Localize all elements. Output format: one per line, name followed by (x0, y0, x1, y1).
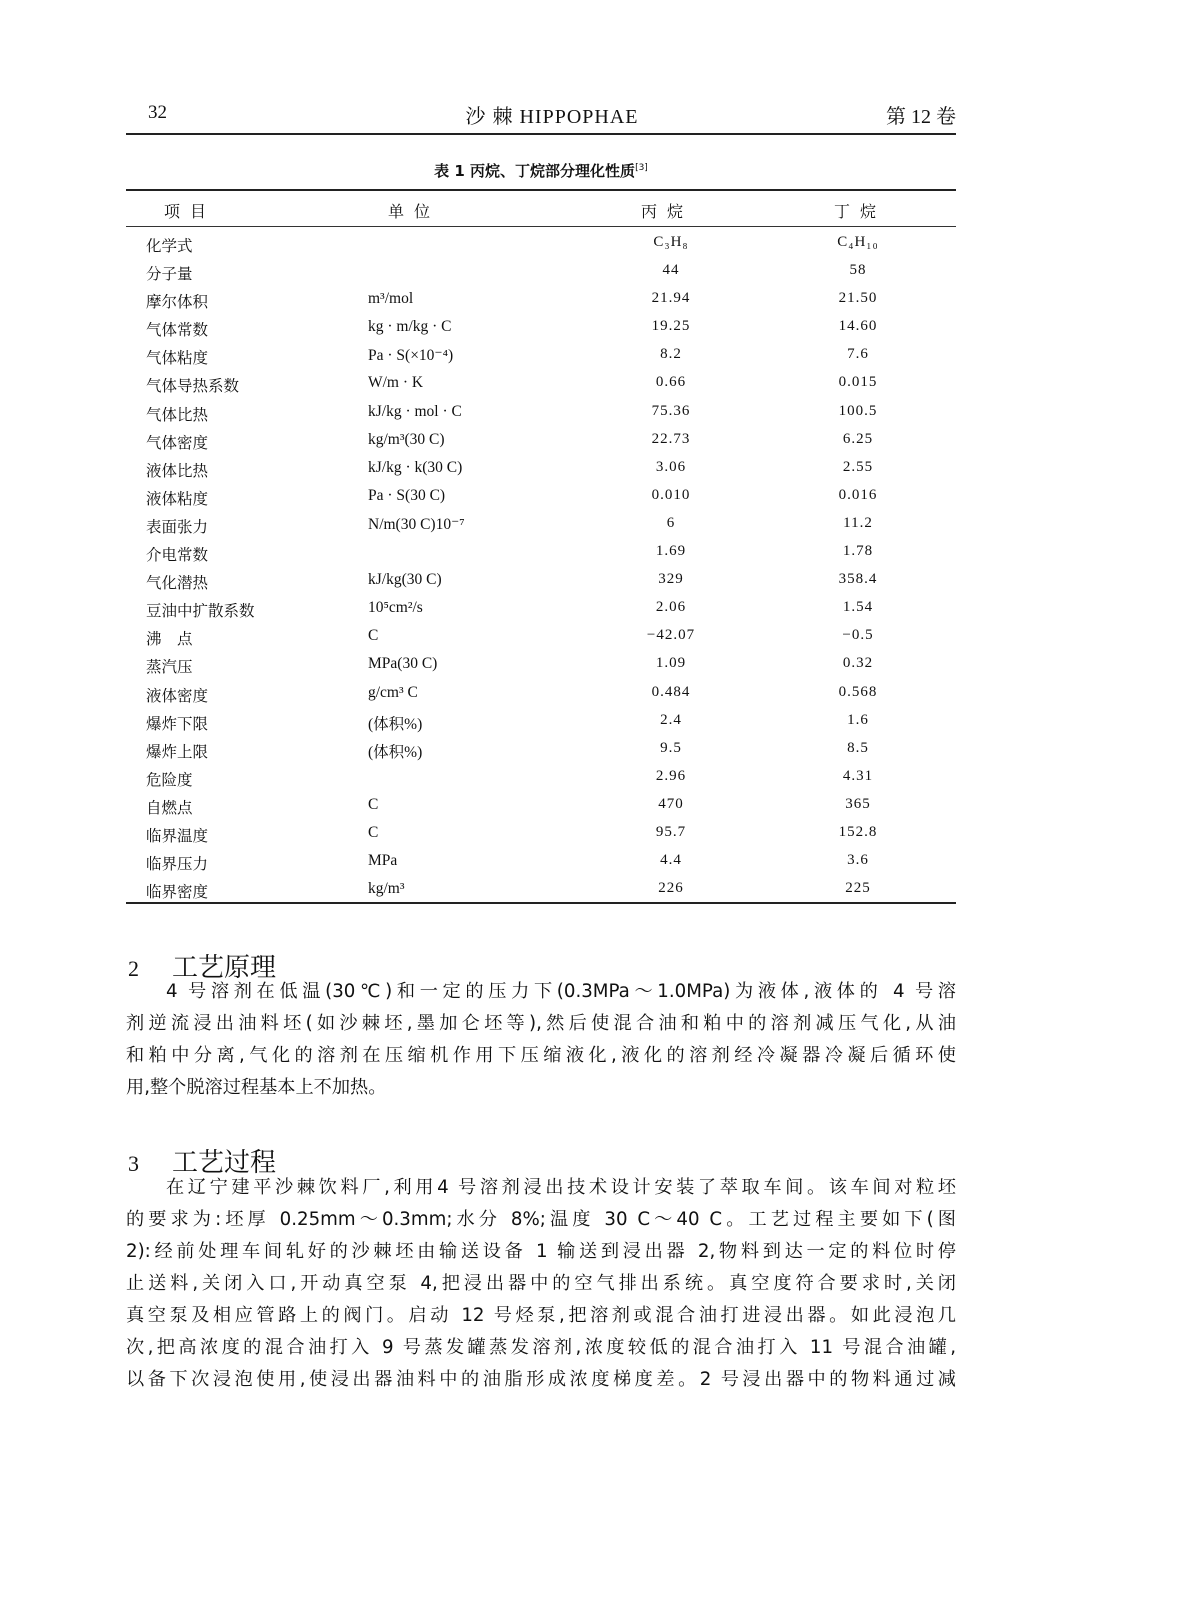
row-item: 液体密度 (146, 686, 209, 705)
row-propane-value: 0.66 (655, 374, 687, 391)
row-butane-value: 2.55 (842, 458, 874, 475)
row-item: 自燃点 (146, 798, 193, 817)
table-row (126, 286, 956, 314)
paragraph-line: 2):经前处理车间轧好的沙棘坯由输送设备 1 输送到浸出器 2,物料到达一定的料位时停 (126, 1241, 956, 1262)
table-header-row (126, 199, 956, 223)
row-butane-value: 6.25 (842, 430, 874, 447)
section-number: 2 (128, 955, 139, 981)
table-row (126, 764, 956, 792)
row-item: 临界压力 (146, 855, 209, 874)
table-row (126, 314, 956, 342)
table-row (126, 848, 956, 876)
paragraph-process (126, 1172, 956, 1396)
row-butane-value: 358.4 (838, 571, 878, 588)
row-unit: kg · m/kg · C (368, 318, 452, 336)
row-propane-value: 2.06 (655, 599, 687, 616)
table-body (126, 230, 956, 904)
paragraph-line: 真空泵及相应管路上的阀门。启动 12 号烃泵,把溶剂或混合油打进浸出器。如此浸泡几 (126, 1305, 956, 1326)
journal-title: 沙 棘 HIPPOPHAE (465, 106, 639, 128)
row-butane-value: C₄H₁₀ (837, 234, 879, 250)
table-row (126, 258, 956, 286)
row-propane-value: 95.7 (655, 823, 687, 840)
table-row (126, 708, 956, 736)
row-butane-value: 0.015 (838, 374, 878, 391)
row-item: 气体粘度 (146, 349, 209, 368)
row-propane-value: 3.06 (655, 458, 687, 475)
row-unit: W/m · K (368, 374, 424, 392)
row-butane-value: 1.54 (842, 599, 874, 616)
running-head (148, 100, 956, 130)
row-propane-value: 19.25 (651, 318, 691, 335)
paragraph-line: 剂逆流浸出油料坯(如沙棘坯,墨加仑坯等),然后使混合油和粕中的溶剂减压气化,从油 (126, 1013, 956, 1034)
section-title: 工艺原理 (172, 952, 277, 983)
row-butane-value: 152.8 (838, 823, 878, 840)
row-unit: kg/m³ (368, 880, 405, 898)
row-unit: MPa(30 C) (368, 655, 438, 673)
row-butane-value: 1.6 (847, 711, 869, 728)
row-propane-value: 21.94 (651, 290, 691, 307)
row-propane-value: 0.010 (651, 486, 691, 503)
table-row (126, 539, 956, 567)
row-unit: Pa · S(30 C) (368, 486, 446, 504)
row-unit: kg/m³(30 C) (368, 430, 445, 448)
paragraph-line: 止送料,关闭入口,开动真空泵 4,把浸出器中的空气排出系统。真空度符合要求时,关闭 (126, 1273, 956, 1294)
table-caption (126, 160, 956, 181)
row-propane-value: 2.96 (655, 767, 687, 784)
row-unit: C (368, 627, 379, 645)
row-propane-value: 1.09 (655, 655, 687, 672)
table-row (126, 483, 956, 511)
row-unit: (体积%) (368, 715, 423, 733)
row-item: 临界温度 (146, 826, 209, 845)
row-unit: 10⁵cm²/s (368, 599, 423, 617)
volume-label: 第 12 卷 (886, 106, 956, 128)
row-butane-value: 14.60 (838, 318, 878, 335)
row-propane-value: 226 (658, 880, 684, 897)
paragraph-line: 和粕中分离,气化的溶剂在压缩机作用下压缩液化,液化的溶剂经冷凝器冷凝后循环使 (126, 1045, 956, 1066)
row-unit: N/m(30 C)10⁻⁷ (368, 515, 465, 533)
row-item: 沸 点 (146, 630, 193, 649)
row-item: 爆炸上限 (146, 742, 209, 761)
row-propane-value: 75.36 (651, 402, 691, 419)
table-row (126, 230, 956, 258)
row-item: 气化潜热 (146, 574, 209, 593)
row-butane-value: 0.568 (838, 683, 878, 700)
row-propane-value: 6 (666, 514, 676, 531)
row-unit: kJ/kg · mol · C (368, 402, 462, 420)
row-unit: kJ/kg(30 C) (368, 571, 442, 589)
paragraph-line: 的要求为:坯厚 0.25mm～0.3mm;水分 8%;温度 30 C～40 C。工艺过程主要如下(图 (126, 1209, 956, 1230)
table-row (126, 623, 956, 651)
table-row (126, 876, 956, 904)
row-unit: (体积%) (368, 743, 423, 761)
row-butane-value: 21.50 (838, 290, 878, 307)
row-unit: C (368, 823, 379, 841)
table-row (126, 820, 956, 848)
row-butane-value: 58 (849, 262, 867, 279)
row-item: 临界密度 (146, 883, 209, 902)
row-unit: kJ/kg · k(30 C) (368, 458, 463, 476)
table-row (126, 680, 956, 708)
table-row (126, 736, 956, 764)
row-propane-value: 22.73 (651, 430, 691, 447)
row-item: 危险度 (146, 770, 193, 789)
row-butane-value: 1.78 (842, 543, 874, 560)
row-butane-value: 0.016 (838, 486, 878, 503)
row-item: 液体粘度 (146, 489, 209, 508)
row-item: 气体密度 (146, 433, 209, 452)
table-caption-reference: [3] (635, 163, 648, 173)
row-butane-value: 3.6 (847, 852, 869, 869)
row-item: 化学式 (146, 237, 193, 255)
paragraph-line: 以备下次浸泡使用,使浸出器油料中的油脂形成浓度梯度差。2 号浸出器中的物料通过减 (126, 1369, 956, 1390)
paragraph-line: 次,把高浓度的混合油打入 9 号蒸发罐蒸发溶剂,浓度较低的混合油打入 11 号混合油罐, (126, 1337, 956, 1358)
row-item: 气体导热系数 (146, 377, 240, 396)
row-item: 表面张力 (146, 517, 209, 536)
table-top-rule (126, 189, 956, 191)
row-butane-value: 11.2 (843, 514, 873, 531)
page-number: 32 (148, 102, 167, 123)
paragraph-principle (126, 976, 956, 1104)
header-rule (126, 133, 956, 135)
row-propane-value: 0.484 (651, 683, 691, 700)
table-row (126, 455, 956, 483)
row-unit: MPa (368, 852, 398, 870)
row-propane-value: 470 (658, 795, 684, 812)
paragraph-line: 用,整个脱溶过程基本上不加热。 (126, 1077, 387, 1098)
table-header-rule (126, 226, 956, 227)
row-unit: Pa · S(×10⁻⁴) (368, 347, 454, 365)
table-row (126, 511, 956, 539)
row-unit: m³/mol (368, 290, 414, 308)
table-row (126, 792, 956, 820)
row-butane-value: 100.5 (838, 402, 878, 419)
row-item: 分子量 (146, 265, 193, 284)
row-item: 豆油中扩散系数 (146, 602, 255, 621)
row-butane-value: −0.5 (842, 627, 874, 644)
row-propane-value: −42.07 (646, 627, 696, 644)
paragraph-line: 4 号溶剂在低温(30℃)和一定的压力下(0.3MPa～1.0MPa)为液体,液体的 4 号溶 (166, 981, 956, 1002)
table-row (126, 651, 956, 679)
table-row (126, 567, 956, 595)
table-row (126, 595, 956, 623)
row-item: 蒸汽压 (146, 658, 193, 677)
row-item: 液体比热 (146, 461, 209, 480)
table-bottom-rule (126, 902, 956, 904)
row-butane-value: 8.5 (847, 739, 869, 756)
table-caption-text: 表 1 丙烷、丁烷部分理化性质 (434, 162, 636, 180)
row-propane-value: C₃H₈ (653, 234, 689, 250)
row-unit: g/cm³ C (368, 683, 418, 701)
row-propane-value: 329 (658, 571, 684, 588)
row-butane-value: 225 (845, 880, 871, 897)
row-propane-value: 44 (662, 262, 680, 279)
row-item: 爆炸下限 (146, 714, 209, 733)
row-item: 摩尔体积 (146, 293, 209, 312)
row-propane-value: 2.4 (660, 711, 682, 728)
row-item: 介电常数 (146, 546, 209, 565)
row-propane-value: 1.69 (655, 543, 687, 560)
row-item: 气体比热 (146, 405, 209, 424)
column-header-butane: 丁烷 (834, 202, 887, 221)
row-unit: C (368, 795, 379, 813)
table-row (126, 399, 956, 427)
row-propane-value: 8.2 (660, 346, 682, 363)
row-butane-value: 0.32 (842, 655, 874, 672)
section-title: 工艺过程 (172, 1147, 277, 1178)
row-butane-value: 7.6 (847, 346, 869, 363)
column-header-propane: 丙烷 (641, 202, 694, 221)
row-butane-value: 4.31 (842, 767, 874, 784)
column-header-unit: 单位 (388, 202, 441, 221)
table-row (126, 370, 956, 398)
row-propane-value: 9.5 (660, 739, 682, 756)
section-number: 3 (128, 1150, 139, 1176)
row-propane-value: 4.4 (660, 852, 682, 869)
table-row (126, 342, 956, 370)
table-row (126, 427, 956, 455)
column-header-item: 项目 (164, 202, 217, 221)
paragraph-line: 在辽宁建平沙棘饮料厂,利用4 号溶剂浸出技术设计安装了萃取车间。该车间对粒坯 (166, 1177, 956, 1198)
row-item: 气体常数 (146, 321, 209, 340)
row-butane-value: 365 (845, 795, 871, 812)
